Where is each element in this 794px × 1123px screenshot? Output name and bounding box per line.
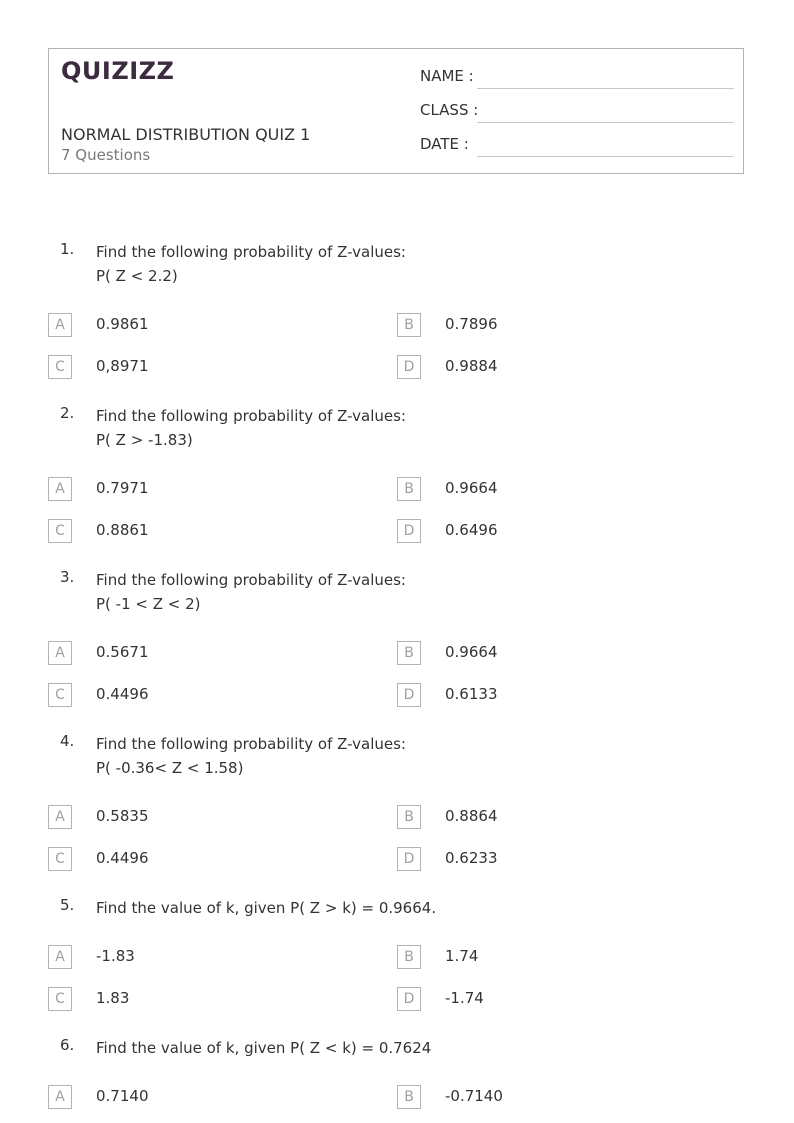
option-letter: C <box>48 683 72 707</box>
question-line: Find the value of k, given P( Z < k) = 0.7624 <box>96 1039 432 1057</box>
option-letter: C <box>48 355 72 379</box>
option-letter: C <box>48 847 72 871</box>
question-number: 4. <box>60 732 75 750</box>
option-text: 0.9861 <box>96 315 149 333</box>
option-letter: A <box>48 641 72 665</box>
option-letter: D <box>397 519 421 543</box>
option-text: -1.83 <box>96 947 135 965</box>
option-letter: B <box>397 1085 421 1109</box>
option-letter: B <box>397 477 421 501</box>
question-line: Find the following probability of Z-values: <box>96 243 406 261</box>
question-text <box>96 896 716 920</box>
name-label: NAME : <box>420 67 474 85</box>
question-number: 2. <box>60 404 75 422</box>
date-label: DATE : <box>420 135 469 153</box>
option-text: 0.6233 <box>445 849 498 867</box>
date-field[interactable] <box>420 135 734 159</box>
quiz-title: NORMAL DISTRIBUTION QUIZ 1 <box>61 125 311 144</box>
question-line: P( Z > -1.83) <box>96 431 193 449</box>
option-text: 0.5835 <box>96 807 149 825</box>
option-text: 0.7140 <box>96 1087 149 1105</box>
question-number: 5. <box>60 896 75 914</box>
class-label: CLASS : <box>420 101 479 119</box>
question-number: 1. <box>60 240 75 258</box>
option-text: -1.74 <box>445 989 484 1007</box>
option-text: 0.6496 <box>445 521 498 539</box>
question-text <box>96 1036 716 1060</box>
option-letter: D <box>397 355 421 379</box>
option-letter: A <box>48 477 72 501</box>
name-field[interactable] <box>420 67 734 91</box>
option-letter: D <box>397 847 421 871</box>
option-letter: B <box>397 313 421 337</box>
class-field[interactable] <box>420 101 734 125</box>
question-count: 7 Questions <box>61 146 151 164</box>
option-letter: C <box>48 987 72 1011</box>
option-letter: A <box>48 805 72 829</box>
option-text: 0.8864 <box>445 807 498 825</box>
option-text: 0.7971 <box>96 479 149 497</box>
option-text: 0.9664 <box>445 643 498 661</box>
option-letter: A <box>48 945 72 969</box>
question-line: Find the following probability of Z-values: <box>96 407 406 425</box>
question-number: 6. <box>60 1036 75 1054</box>
question-line: P( -1 < Z < 2) <box>96 595 201 613</box>
question-text <box>96 404 716 452</box>
question-line: Find the value of k, given P( Z > k) = 0.9664. <box>96 899 437 917</box>
option-letter: D <box>397 683 421 707</box>
class-line <box>477 122 734 123</box>
option-letter: D <box>397 987 421 1011</box>
option-text: 0.9884 <box>445 357 498 375</box>
option-text: 0.6133 <box>445 685 498 703</box>
option-text: 0.5671 <box>96 643 149 661</box>
question-line: P( -0.36< Z < 1.58) <box>96 759 244 777</box>
question-line: Find the following probability of Z-values: <box>96 571 406 589</box>
option-letter: B <box>397 641 421 665</box>
question-line: Find the following probability of Z-values: <box>96 735 406 753</box>
question-text <box>96 240 716 288</box>
option-letter: B <box>397 805 421 829</box>
option-text: 0.4496 <box>96 685 149 703</box>
option-letter: A <box>48 313 72 337</box>
worksheet-header <box>48 48 744 174</box>
date-line <box>477 156 734 157</box>
option-text: 0.8861 <box>96 521 149 539</box>
option-text: 0.7896 <box>445 315 498 333</box>
quizizz-logo: QUIZIZZ <box>61 57 175 85</box>
question-text <box>96 568 716 616</box>
option-text: 0.9664 <box>445 479 498 497</box>
option-text: 1.74 <box>445 947 479 965</box>
question-line: P( Z < 2.2) <box>96 267 178 285</box>
option-text: 0.4496 <box>96 849 149 867</box>
option-text: 1.83 <box>96 989 130 1007</box>
option-letter: A <box>48 1085 72 1109</box>
option-letter: C <box>48 519 72 543</box>
option-letter: B <box>397 945 421 969</box>
option-text: -0.7140 <box>445 1087 503 1105</box>
question-text <box>96 732 716 780</box>
option-text: 0,8971 <box>96 357 149 375</box>
name-line <box>477 88 734 89</box>
question-number: 3. <box>60 568 75 586</box>
